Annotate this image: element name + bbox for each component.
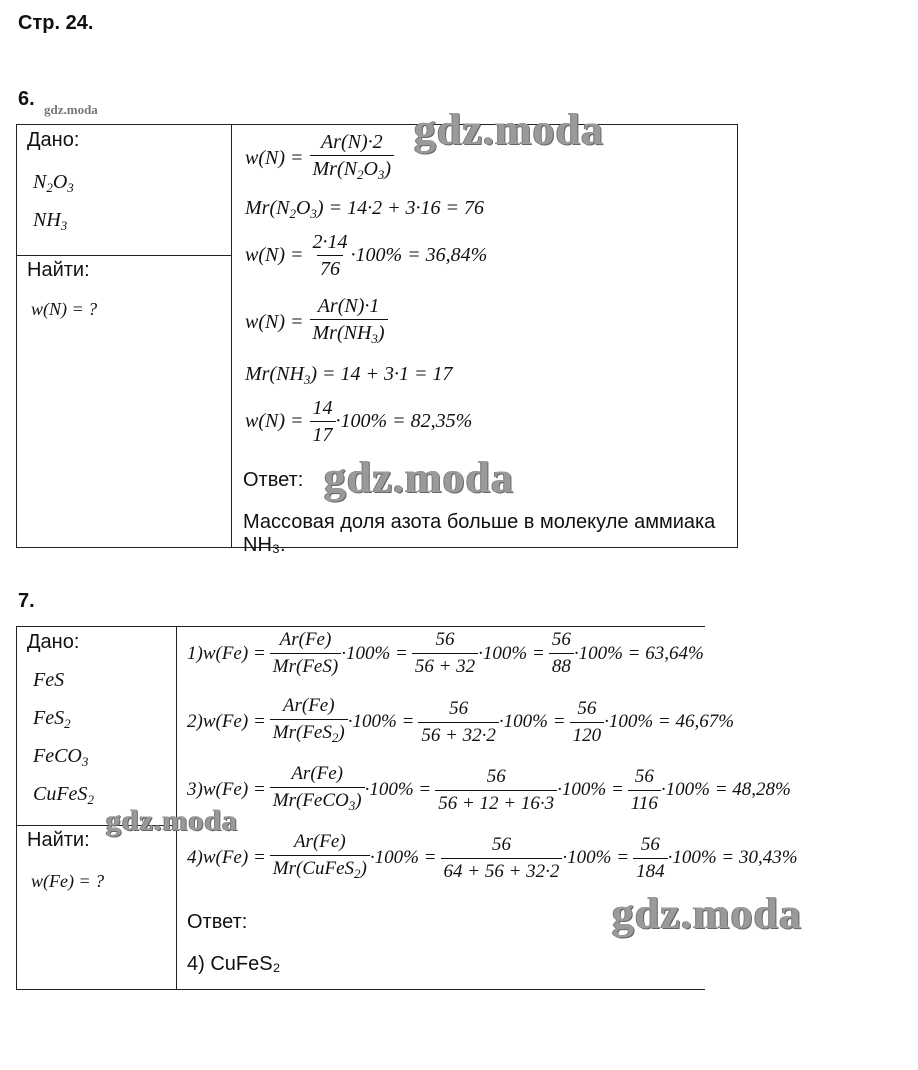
numerator: Ar(Fe)	[293, 831, 346, 852]
rhs: ·100% = 63,64%	[573, 642, 704, 664]
denominator: 88	[549, 653, 574, 678]
denominator: Mr(FeS$_2$)	[270, 719, 348, 749]
numerator: 56	[491, 833, 511, 855]
denominator: 17	[310, 421, 336, 446]
numerator: 2·14	[312, 231, 348, 253]
task6-number: 6.	[18, 88, 35, 110]
lhs: w(N) =	[245, 410, 304, 432]
rhs: ·100% = 36,84%	[350, 244, 488, 266]
task6-line-5	[245, 363, 453, 388]
denominator: 116	[628, 790, 661, 815]
task6-line-4	[245, 295, 388, 350]
task6-find-label: Найти:	[27, 259, 90, 281]
task6-given-item: $N_2O_3$	[33, 171, 74, 195]
task6-given-label: Дано:	[27, 129, 80, 151]
denominator: 76	[317, 255, 343, 280]
rhs: ·100% = 82,35%	[335, 410, 473, 432]
task7-row-2	[187, 695, 734, 749]
numerator: 56	[486, 765, 506, 787]
task7-given-label: Дано:	[27, 631, 80, 653]
rhs: ·100% = 30,43%	[667, 847, 798, 868]
task7-row-4	[187, 831, 798, 885]
denominator: 56 + 32·2	[418, 722, 499, 747]
numerator: Ar(Fe)	[279, 629, 332, 650]
task7-row-1	[187, 629, 704, 678]
numerator: 56	[640, 833, 660, 855]
task7-find-value: w(Fe) = ?	[31, 871, 105, 891]
lhs: 2)w(Fe) =	[187, 711, 266, 732]
numerator: 56	[577, 697, 597, 719]
equation: $Mr(NH_3) = 14 + 3\cdot 1 = 17$	[245, 363, 453, 387]
numerator: Ar(Fe)	[282, 695, 335, 716]
numerator: 14	[312, 397, 333, 419]
numerator: 56	[449, 697, 469, 719]
task7-given-item: FeS$_2$	[33, 707, 71, 731]
denominator: 184	[633, 858, 668, 883]
mid: ·100% =	[498, 711, 566, 732]
mid: ·100% =	[369, 847, 437, 868]
lhs: w(N) =	[245, 311, 304, 333]
watermark: gdz.moda	[612, 889, 803, 938]
denominator: 56 + 32	[412, 653, 478, 678]
watermark: gdz.moda	[324, 453, 515, 502]
task6-answer-text: Массовая доля азота больше в молекуле аммиака NH₃.	[243, 511, 716, 556]
lhs: 1)w(Fe) =	[187, 642, 266, 664]
task6-answer-label: Ответ:	[243, 469, 304, 491]
task7-find-label: Найти:	[27, 829, 90, 851]
equation: $Mr(N_2O_3) = 14\cdot 2 + 3\cdot 16 = 76$	[245, 197, 485, 221]
denominator: Mr(FeCO$_3$)	[270, 787, 365, 817]
task6-given-item: $NH_3$	[33, 209, 68, 233]
task6-row-divider	[17, 255, 231, 256]
mid: ·100% =	[347, 711, 415, 732]
mid: ·100% =	[557, 779, 624, 800]
task6-line-1	[245, 131, 394, 186]
rhs: ·100% = 48,28%	[660, 779, 791, 800]
lhs: 3)w(Fe) =	[187, 779, 266, 800]
numerator: Ar(N)·2	[320, 131, 383, 153]
lhs: 4)w(Fe) =	[187, 847, 266, 868]
lhs: w(N) =	[245, 147, 304, 169]
mid: ·100% =	[341, 642, 408, 664]
watermark: gdz.moda	[106, 804, 239, 837]
task7-answer-label: Ответ:	[187, 911, 248, 933]
denominator: $Mr(N_2O_3)$	[310, 155, 395, 186]
rhs: ·100% = 46,67%	[604, 711, 735, 732]
numerator: Ar(N)·1	[317, 295, 380, 317]
denominator: 120	[570, 722, 605, 747]
mid: ·100% =	[364, 779, 432, 800]
task6-column-divider	[231, 125, 232, 547]
task7-given-item: FeS	[33, 669, 65, 691]
task7-number: 7.	[18, 590, 35, 612]
numerator: 56	[435, 629, 455, 650]
denominator: $Mr(NH_3)$	[310, 319, 388, 350]
numerator: 56	[551, 629, 571, 650]
page-title: Стр. 24.	[18, 12, 94, 34]
task7-answer-text: 4) CuFeS₂	[187, 953, 281, 975]
task6-find-value: w(N) = ?	[31, 299, 98, 319]
numerator: 56	[634, 765, 654, 787]
task6-line-3	[245, 231, 487, 280]
numerator: Ar(Fe)	[291, 763, 344, 784]
task7-row-3	[187, 763, 791, 817]
task6-line-6	[245, 397, 472, 446]
mid: ·100% =	[478, 642, 545, 664]
watermark-small: gdz.moda	[44, 102, 98, 117]
task7-given-item: CuFeS$_2$	[33, 783, 94, 807]
denominator: 64 + 56 + 32·2	[441, 858, 563, 883]
denominator: 56 + 12 + 16·3	[435, 790, 557, 815]
denominator: Mr(CuFeS$_2$)	[270, 855, 370, 885]
denominator: Mr(FeS)	[270, 653, 341, 678]
mid: ·100% =	[562, 847, 630, 868]
task6-line-2	[245, 197, 484, 222]
lhs: w(N) =	[245, 244, 304, 266]
task7-given-item: FeCO$_3$	[33, 745, 89, 769]
watermark: gdz.moda	[414, 105, 605, 154]
